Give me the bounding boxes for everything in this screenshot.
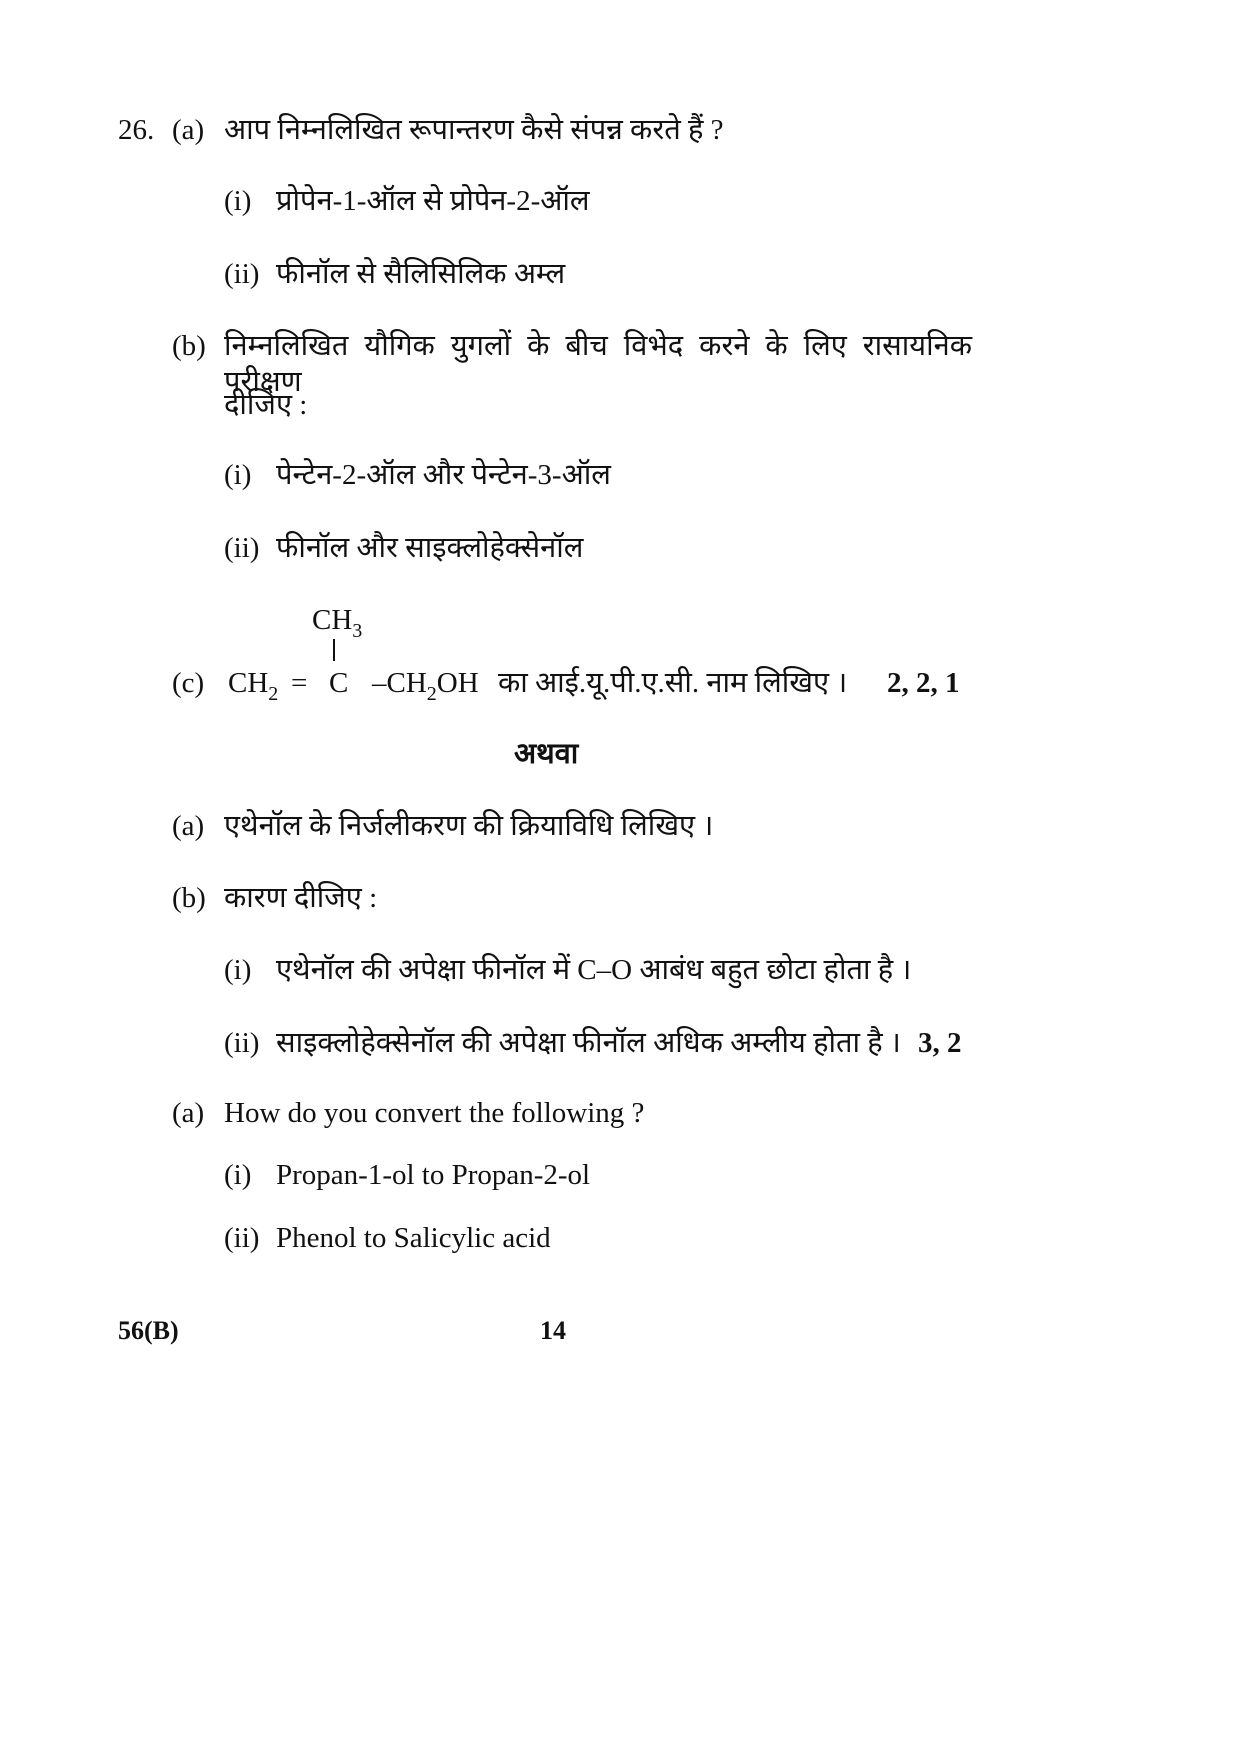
en-a-ii-label: (ii) — [224, 1222, 260, 1254]
part-a-ii-text: फीनॉल से सैलिसिलिक अम्ल — [276, 258, 566, 290]
part-b-ii-label: (ii) — [224, 532, 260, 564]
bond-line — [333, 639, 335, 661]
part-a-i-label: (i) — [224, 185, 252, 217]
en-a-label: (a) — [172, 1097, 205, 1129]
part-a-i-text: प्रोपेन-1-ऑल से प्रोपेन-2-ऑल — [276, 185, 590, 217]
marks-alt: 3, 2 — [918, 1027, 962, 1059]
part-a-label: (a) — [172, 114, 205, 146]
footer-page-number: 14 — [540, 1316, 566, 1345]
en-a-i-label: (i) — [224, 1159, 252, 1191]
part-a-text: आप निम्नलिखित रूपान्तरण कैसे संपन्न करते हैं ? — [224, 114, 724, 146]
or-heading: अथवा — [514, 738, 579, 770]
ch3-group: $CH_3$ — [312, 604, 363, 642]
double-bond-sign: = — [291, 667, 308, 699]
part-b-text-line1: निम्नलिखित यौगिक युगलों के बीच विभेद करने के लिए रासायनिक परीक्षण — [224, 330, 972, 398]
part-c-text: का आई.यू.पी.ए.सी. नाम लिखिए । — [498, 667, 848, 699]
part-b-text-line2: दीजिए : — [224, 389, 308, 421]
alt-b-label: (b) — [172, 882, 206, 914]
alt-a-label: (a) — [172, 810, 205, 842]
alt-b-ii-label: (ii) — [224, 1027, 260, 1059]
part-b-ii-text: फीनॉल और साइक्लोहेक्सेनॉल — [276, 532, 584, 564]
en-a-i-text: Propan-1-ol to Propan-2-ol — [276, 1159, 591, 1191]
alt-a-text: एथेनॉल के निर्जलीकरण की क्रियाविधि लिखिए । — [224, 810, 714, 842]
alt-b-i-label: (i) — [224, 954, 252, 986]
en-a-ii-text: Phenol to Salicylic acid — [276, 1222, 551, 1254]
part-c-label: (c) — [172, 667, 205, 699]
footer-paper-code: 56(B) — [118, 1316, 179, 1345]
en-a-text: How do you convert the following ? — [224, 1097, 645, 1129]
part-b-i-text: पेन्टेन-2-ऑल और पेन्टेन-3-ऑल — [276, 459, 611, 491]
ch2-group: $CH_2$ — [228, 667, 279, 705]
alt-b-ii-text: साइक्लोहेक्सेनॉल की अपेक्षा फीनॉल अधिक अम्लीय होता है । — [276, 1027, 901, 1059]
ch2oh-group: $-CH_2OH$ — [372, 667, 479, 705]
marks-q26: 2, 2, 1 — [887, 667, 960, 699]
part-a-ii-label: (ii) — [224, 258, 260, 290]
carbon-atom: C — [329, 667, 349, 699]
alt-b-i-text: एथेनॉल की अपेक्षा फीनॉल में C–O आबंध बहुत छोटा होता है । — [276, 954, 912, 986]
part-b-label: (b) — [172, 330, 206, 362]
question-number: 26. — [118, 114, 155, 146]
alt-b-text: कारण दीजिए : — [224, 882, 378, 914]
part-b-i-label: (i) — [224, 459, 252, 491]
